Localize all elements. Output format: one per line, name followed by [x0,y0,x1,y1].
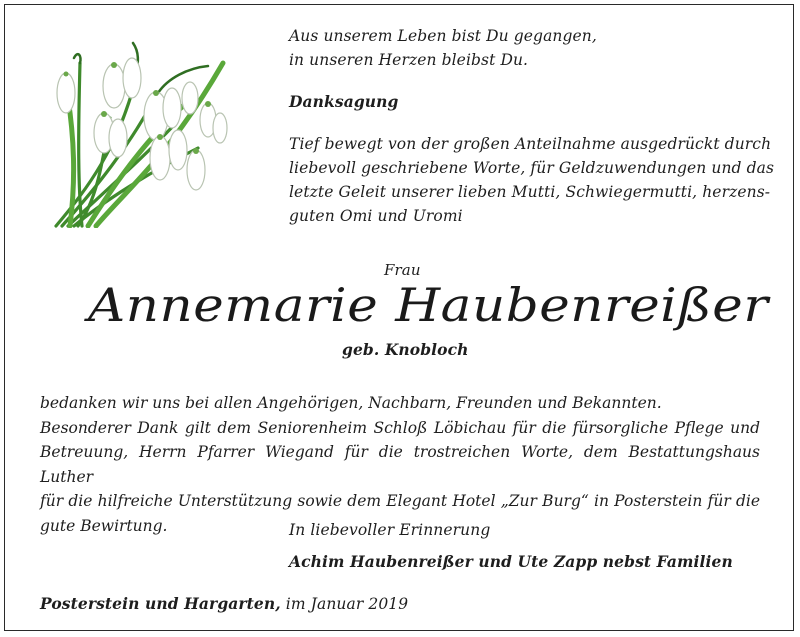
date: im Januar 2019 [285,595,409,613]
salutation: Frau [384,261,421,279]
intro-line-1: Tief bewegt von der großen Anteilnahme ausgedrückt durch [289,135,772,153]
body-line-2: Besonderer Dank gilt dem Seniorenheim Schloß Löbichau für die fürsorgliche Pflege und [40,418,760,437]
body-line-4: für die hilfreiche Unterstützung sowie dem Elegant Hotel „Zur Burg“ in Posterstein für die [40,492,760,510]
intro-line-3: letzte Geleit unserer lieben Mutti, Schwiegermutti, herzens- [289,183,771,201]
signatories: Achim Haubenreißer und Ute Zapp nebst Familien [289,552,733,571]
heading-danksagung: Danksagung [289,92,399,111]
body-line-3: Betreuung, Herrn Pfarrer Wiegand für die trostreichen Worte, dem Bestattungshaus Luther [40,443,760,486]
verse-line-1: Aus unserem Leben bist Du gegangen, [289,27,597,45]
snowdrop-flowers-image [48,38,233,228]
closing: In liebevoller Erinnerung [289,521,491,539]
maiden-name: geb. Knobloch [342,340,469,359]
verse-line-2: in unseren Herzen bleibst Du. [289,51,529,69]
place-date-line [40,592,408,616]
body-line-5: gute Bewirtung. [40,516,168,535]
intro-line-4: guten Omi und Uromi [289,207,463,225]
place: Posterstein und Hargarten, [40,594,281,613]
deceased-name: Annemarie Haubenreißer [88,278,769,332]
intro-paragraph [289,132,775,228]
intro-line-2: liebevoll geschriebene Worte, für Geldzuwendungen und das [289,159,775,177]
body-line-1: bedanken wir uns bei allen Angehörigen, Nachbarn, Freunden und Bekannten. [40,394,662,412]
body-paragraph [40,391,760,538]
